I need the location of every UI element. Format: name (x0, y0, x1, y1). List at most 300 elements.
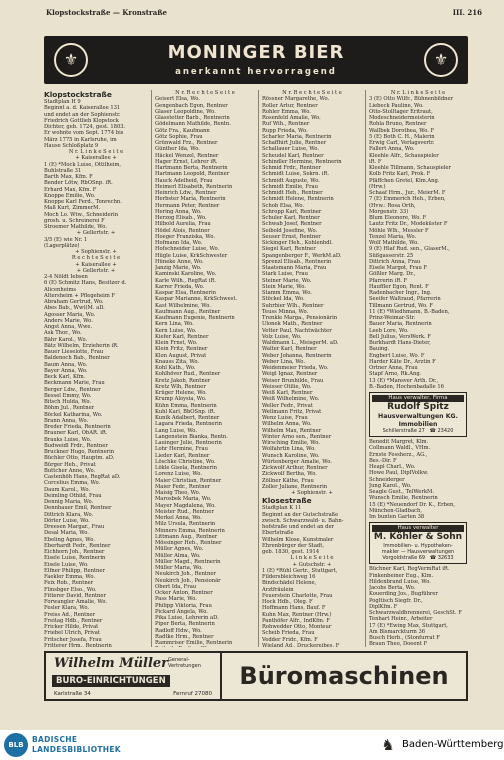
directory-entry: Büchler Otto, Hauptm. aD. (44, 455, 115, 462)
ad-general-agencies: General- Vertretungen (168, 657, 201, 669)
directory-entry: Gößler Marg. Dr., (369, 271, 416, 278)
directory-entry: Kaminski Karoline, Wo. (155, 271, 217, 278)
directory-entry: Fesler Klara, Wo. (44, 605, 90, 612)
directory-entry: Panthöfer Alfr., IndKfm. F (262, 617, 330, 624)
directory-entry: Eberhardt Fedr., Rentner (44, 542, 111, 549)
directory-entry: Eichhorn Joh., Rentner (44, 549, 105, 555)
section-label: + Gutschstr. + (292, 561, 332, 568)
koehler-sohn-ad (369, 522, 467, 564)
directory-entry: Ruf Wih., Rentner (262, 121, 310, 128)
directory-entry: Friedrich Gottlieb Klopstock (44, 117, 119, 124)
state-name[interactable]: Baden-Württemberg (402, 739, 504, 750)
directory-entry: Braun Theo, Doeent F (369, 641, 428, 647)
directory-entry: Ebertstraße (262, 530, 294, 537)
directory-entry: Müller Agnes, Wo. (155, 546, 204, 553)
directory-entry: Hager Ernst, Lehrer iR. (155, 158, 218, 165)
directory-entry: Faekler Emma, Wo. (44, 574, 96, 580)
directory-entry: Wolfahrtin Lina, Wo. (262, 446, 316, 453)
directory-entry: Hügle Luise, KrkSchwester (155, 252, 228, 259)
blb-logo-icon[interactable]: BLB (4, 733, 28, 757)
directory-entry (155, 646, 255, 647)
directory-entry: Seuser Ernst, Rentner (262, 233, 321, 240)
directory-entry: Kleehle Alfr., Schauspieler (369, 152, 439, 159)
directory-entry: Abes Bab., Wwt(M. aD. (44, 305, 105, 312)
directory-entry: Schmidt Emilie, Frau (262, 183, 318, 190)
section-label: N r. L i n k e S e i t e (390, 90, 446, 96)
directory-entry: Steiner Marie, Wo. (262, 277, 312, 284)
directory-entry: zwisch. Schwarzwald- u. Bahn- (262, 517, 344, 524)
directory-entry: Hofschneider Luise, Wo. (155, 246, 220, 253)
directory-entry: Siegel Karl, Rentner (262, 246, 316, 253)
directory-entry: Barth Max, Kfm. F (44, 174, 93, 180)
directory-entry: Busch Herb., (Stonfurrat F (369, 635, 440, 641)
directory-entry: Ocker Anton, Rentner (155, 590, 213, 596)
directory-entry: Bessel Emmy, Wo. (44, 392, 92, 399)
directory-entry: Schallauer Luise, Wo. (262, 146, 319, 153)
section-label: + Kaiserallee + (75, 155, 117, 162)
directory-entry: (Lagerplätze) (44, 242, 80, 249)
directory-entry: Bauer Maria, Rentnerin (369, 321, 432, 328)
directory-entry: Gödelmann Mathilde, Rentn. (155, 121, 231, 128)
directory-entry: Morgenstr. 33) (369, 208, 409, 215)
directory-entry: Bauing. (369, 346, 390, 353)
directory-entry: Piper Berta, Rentnerin (155, 621, 215, 628)
directory-entry: Bender Lötw, RbOSnp. iR. (44, 180, 113, 187)
directory-entry: Müller Alma, Wo. (155, 552, 201, 559)
directory-entry: Rammriser Emilie, Rentnerin (155, 640, 233, 646)
directory-entry: Kretz Wlh, Rentner (155, 383, 206, 390)
directory-entry: Schmidt Heh., Rentner (262, 190, 323, 196)
directory-entry: Marosbek Maria, Wo. (155, 496, 212, 503)
directory-entry: Lökle Gisela, Rentnerin (155, 465, 217, 471)
directory-entry: Wallbek Dorothea, Wo. F (369, 127, 435, 134)
section-label: N r. R e c h t e S e i t e (282, 90, 342, 96)
directory-entry: Tillmann Gertrud, Wo. F (369, 302, 433, 309)
directory-entry: Kohl Kath., Wo. (155, 365, 196, 371)
directory-entry: Winter Arno sen., Rentner (262, 433, 332, 440)
directory-entry: Glaser Leopoldine, Wo. (155, 108, 216, 115)
directory-entry: Schropp Karl, Rentner (262, 208, 322, 215)
directory-entry: Kleehle Tillmann, Schauspieler (369, 165, 451, 171)
section-label: + Sophienstr. + (75, 249, 117, 255)
directory-entry: Heimerl Elisabeth, Rentnerin (155, 183, 233, 190)
directory-entry: Prinz-Weimar-Str. (369, 315, 416, 321)
directory-entry: Feix Rob., Rentner (44, 580, 94, 587)
directory-entry: Weiser Brunhilde, Frau (262, 377, 324, 384)
directory-entry: Jung Karol., Wo. (369, 482, 412, 489)
directory-entry: Seibold Josefine, Wo. (262, 227, 318, 234)
directory-entry: hofstraße und endet an der (262, 524, 335, 530)
directory-entry: Heapl Charl., Wo. (369, 464, 416, 470)
directory-entry: und endet an der Sophienstr. (44, 111, 121, 118)
directory-entry: Agosser Maria, Wo. (44, 311, 96, 318)
section-label: + Sophienstr. + (291, 490, 333, 496)
directory-entry: iR. F (369, 158, 382, 165)
beer-logo-icon: ⚜ (424, 43, 458, 77)
column-3 (258, 90, 365, 647)
directory-entry: Kern Lina, Wo. (155, 321, 194, 328)
directory-entry: Götz Sophie, Frau (155, 133, 203, 140)
header-streets: Klopstockstraße — Kronstraße (46, 7, 168, 17)
directory-entry: Suhrbier Wlh., Rentner (262, 302, 324, 309)
directory-entry: Weber Johanna, Rentnerin (262, 352, 332, 359)
directory-entry: Harder Käte Dr., Ärztin F (369, 358, 436, 365)
directory-entry: Fricker Hilde, Privat (44, 624, 99, 630)
directory-entry: 7 (E) Emmerich Heh., Erben, (369, 196, 446, 203)
directory-entry: Schaaf Hrm., Jur., MeierM. F (369, 190, 446, 196)
directory-entry: Eisele Margot, Frau F (369, 265, 428, 271)
directory-entry: Brann Anna, Wo. (44, 417, 89, 424)
directory-entry: Kuhn Max, Rentner (Hrw.) (262, 611, 332, 618)
directory-entry: Hödel Alois, Rentner (155, 227, 210, 234)
directory-entry: Maier Fedr., Rentner (155, 483, 211, 490)
directory-entry: Karle Wilh., RegRat iR. (155, 277, 217, 284)
directory-entry: Lauinger Julie, Rentnerin (155, 440, 222, 446)
directory-entry: Maier Christian, Rentner (155, 477, 222, 484)
directory-entry: Pfäffchen Gretel, Klm.Ang. (369, 177, 440, 184)
directory-entry: Weidenmeier Frieda, Wo. (262, 365, 329, 371)
directory-entry: Rupp Frieda, Wo. (262, 127, 308, 134)
ad-line: Immobilien (398, 420, 438, 428)
directory-entry: München-Gladbach, (369, 507, 422, 514)
directory-entry: Am Bismarckturm 36 (369, 628, 426, 635)
directory-entry: Lang Luise, Wo. (155, 427, 197, 434)
directory-entry: Desal Maria, Wo. (44, 530, 89, 537)
directory-entry: Feuerstein Charlotte, Frau (262, 592, 333, 599)
coat-of-arms-icon: ♞ (381, 736, 395, 754)
ad-line: Hausverwaltungen KG. (378, 413, 458, 420)
directory-entry: Wolf Mathilde, Wo. (369, 240, 419, 246)
directory-entry: Böhm Jul., Rentner (44, 405, 95, 412)
directory-entry: Fritscher Josefa, Frau (44, 636, 102, 643)
directory-entry: Weller Fedr., Privat (262, 402, 313, 409)
directory-entry: Kaspar Elsa, Rentnerin (155, 290, 216, 296)
ad-brand: Wilhelm Müller (54, 656, 169, 671)
directory-entry: Jacobs Berta, Wo. (369, 585, 416, 591)
directory-entry: Kolb Fritz Karl, Prok. F (369, 171, 431, 178)
directory-entry: Rohla Bruno, Rentner (369, 121, 427, 128)
ad-slogan: anerkannt hervorragend (175, 67, 337, 77)
directory-entry: Lorenz Luise, Wo. (155, 471, 202, 478)
directory-entry: Neukirch Joh., Rentner (155, 571, 216, 578)
directory-entry: Staatsmann Maria, Frau (262, 265, 327, 271)
directory-entry: Beginnt a. d. Kaiserallee 131 (44, 105, 121, 112)
directory-entry: Scheib Frieda, Frau (262, 630, 315, 637)
page-header (46, 6, 482, 18)
directory-entry: Fallert Anna, Wo. (369, 146, 415, 153)
section-label: L i n k e S e i t e (290, 555, 334, 562)
directory-entry: Wieland Ad., Druckereibes. F (262, 642, 340, 647)
directory-entry: Rössner Margarethe, Wo. (262, 96, 330, 103)
directory-entry: Deimling Othild, Frau (44, 492, 102, 499)
directory-entry: Fitterer David, Rentner (44, 592, 106, 599)
directory-entry: Buhlstraße 31 (44, 167, 82, 174)
column-4-mid (369, 439, 467, 520)
directory-entry: Castenhöh Hans, RegRat aD. (44, 474, 121, 480)
directory-entry: Kaspar Marianne, KrkSchwest. (155, 296, 238, 303)
directory-entry: Pickard Angela, Wo. (155, 608, 208, 615)
directory-entry: Bätz Wilhelm, Erzieherin iR. (44, 342, 119, 349)
directory-entry: Schob Elsa, Wo. (262, 202, 305, 209)
directory-entry: Roller Artur, Rentner (262, 102, 318, 109)
directory-entry: Pika Luise, Lehrerin aD. (155, 615, 219, 621)
directory-entry: Krump Aloysia, Wo. (155, 396, 207, 403)
directory-entry: Kern Luise, Wo. (155, 327, 197, 334)
directory-entry: Alicenheims (44, 286, 77, 293)
directory-entry: Ebeling Agnes, Wo. (44, 536, 95, 543)
directory-entry: Er wohnte vom Sept. 1774 bis (44, 130, 124, 137)
directory-entry: Liebeck Pauline, Wo. (369, 102, 424, 109)
directory-entry: Glasstetter Barb., Rentnerin (155, 115, 230, 121)
directory-entry: geb. 1830, gest. 1914 (262, 549, 320, 555)
directory-entry: Weigl Ignaz, Rentner (262, 371, 318, 378)
ad-brand: MONINGER BIER (167, 42, 345, 63)
directory-entry: Stark Luise, Frau (262, 271, 308, 278)
directory-entry: Bürger Heh., Privat (44, 461, 96, 468)
directory-entry: Lautz Fritz Dr., Modeküster F (369, 221, 448, 228)
directory-entry: Vedder Fridr., Kfm. F (262, 636, 318, 643)
directory-entry: Hause Schloßplatz 9 (44, 142, 99, 149)
directory-entry: Bauer Lieselotte, Frau (44, 349, 104, 355)
directory-entry: Zoller Juliane, Rentnerin (262, 483, 328, 490)
directory-entry: Knauss Zita, Wo. (155, 358, 200, 365)
directory-entry: Mössinger Heh., Rentner (155, 540, 222, 546)
directory-entry: Kaufmann Eugenie, Rentnerin (155, 315, 235, 321)
ad-address: Vorgoldstraße 69 (382, 555, 426, 562)
directory-entry: Müller Magd., Rentnerin (155, 558, 221, 565)
library-footer (0, 730, 504, 760)
directory-entry: Collmann Waldl., VHm. (369, 445, 431, 452)
directory-entry: Sickinger Heh., Kohlenhdl. (262, 240, 333, 246)
directory-entry: Stadtplan H 9 (44, 99, 81, 105)
directory-entry: Ask Thor., Wo. (44, 330, 82, 337)
directory-entry: Tenhart Heinr., Arbeiter (369, 616, 433, 623)
directory-entry: Gengenbach Egon, Rentner (155, 102, 228, 109)
directory-entry: Hering Anna, Wo. (155, 208, 202, 215)
ad-name: M. Köhler & Sohn (373, 532, 463, 543)
ad-address: Schillerstraße 27 (382, 428, 425, 434)
directory-entry: Maß Kurt, ZimmerM. (44, 205, 101, 212)
directory-entry: Philipp Viktoria, Frau (155, 602, 212, 609)
directory-entry: Günther Ida, Wo. (155, 146, 200, 153)
wilhelm-mueller-ad (44, 651, 468, 701)
directory-entry: (Hrw.) (369, 183, 386, 190)
directory-entry: Herbster Maria, Rentnerin (155, 196, 226, 203)
directory-entry: DiplKfm. F (369, 603, 398, 610)
directory-entry: Bindschädel Helene, (262, 580, 317, 587)
directory-entry: Bitsch Hulda, Wo. (44, 399, 92, 405)
directory-entry: Hartmann Berta, Rentnerin (155, 165, 228, 171)
directory-entry: Lohr Hermine, Frau (155, 446, 208, 453)
directory-entry: Mayer Magdalena, Wo. (155, 502, 216, 509)
directory-entry: Langenstein Bianka, Rentn. (155, 433, 228, 440)
section-label: + Gellertstr. + (76, 267, 116, 274)
directory-entry: Bruckner Hugo, Rentnerin (44, 449, 115, 455)
directory-entry: B.-Baden, Hochenbadalle 16 (369, 383, 444, 390)
directory-entry: Heinrich Ldw., Rentner (155, 190, 217, 196)
directory-entry: Brauks Luise, Wo. (44, 436, 92, 443)
directory-entry: Freitag Hdb., Rentner (44, 617, 103, 624)
directory-entry: 5 (E) Both C. H., Malerin (369, 133, 435, 140)
directory-entry: Hoeger Franziska, Wo. (155, 233, 215, 240)
ad-product: Büromaschinen (239, 662, 449, 690)
directory-entry: Benedit Margret, Klm. (369, 439, 429, 445)
library-name[interactable]: BADISCHE LANDESBIBLIOTHEK (32, 735, 121, 754)
directory-entry: Minners Emma, Rentnerin (155, 527, 225, 534)
header-page-number: III. 216 (452, 7, 482, 17)
directory-entry: Vetter Paul, Nachtwächter (262, 327, 332, 334)
section-label: + Gellertstr. + (76, 230, 116, 237)
street-heading: Klosestraße (262, 496, 312, 506)
directory-entry: Meister Rud., Rentner (155, 508, 214, 515)
ad-line: Immobilien- u. Hypotheken- (383, 543, 453, 550)
ad-address: Karlstraße 34 (54, 691, 91, 697)
directory-entry: Hauffler Egon, Rent. F (369, 283, 429, 290)
directory-entry: Berger Ldw., Rentner (44, 386, 101, 393)
directory-entry: Häckel Wenzel, Rentner (155, 152, 219, 159)
directory-entry: Moch Lo. Wtw., Schneiderin (44, 211, 119, 218)
directory-entry: Breder Frieda, Rentnerin (44, 424, 111, 430)
directory-entry: Böckel Katharina, Wo. (44, 411, 103, 418)
directory-entry: Schindler Hermine, Rentnerin (262, 158, 342, 165)
directory-entry: Klein Fritz, Rentner (155, 346, 208, 353)
directory-entry: Angst Anna, Wwe. (44, 324, 93, 330)
directory-entry: Eisele Luise, Rentnerin (44, 555, 106, 562)
ad-heading: Haus verwalter, Firma (372, 395, 464, 402)
street-heading: Klopstockstraße (44, 90, 112, 99)
directory-entry: Hoffmann Hans, Bauf. F (262, 605, 326, 612)
directory-entry: Stroemer Mathilde, Wo. (44, 224, 107, 230)
directory-entry: Beck Karl, Kfm. (44, 374, 86, 380)
directory-entry: Kaufmann Aug., Rentner (155, 308, 221, 315)
directory-entry: Krüger Helene, Wo. (155, 390, 207, 396)
directory-entry: Maisig Theo, Wo. (155, 490, 201, 496)
directory-entry: Zöllner Käthe, Frau (262, 477, 314, 484)
directory-entry: März 1775 in Karlsruhe, im (44, 136, 117, 143)
directory-entry: Kohlhöver Rud., Rentner (155, 371, 221, 378)
directory-entry: Wunsch Karoline, Wo. (262, 452, 320, 459)
directory-entry: Im bunten Garten 38 (369, 514, 425, 520)
directory-entry: Grünwald Frz., Rentner (155, 140, 218, 146)
directory-entry: Ehrenbürger der Stadt, (262, 542, 324, 549)
ad-heading: Haus verwalter (372, 525, 464, 532)
directory-entry: Dennig Maria, Wo. (44, 499, 94, 505)
directory-entry: Bähr Karol., Wo. (44, 336, 88, 343)
directory-entry: Seeifer Waltraud, Pfarrerin (369, 296, 441, 303)
directory-entry: Bayer Anna, Wo. (44, 367, 88, 374)
directory-entry: 3/5 (E) wie Nr. 1 (44, 236, 88, 243)
directory-entry: Littmann Aug., Rentner (155, 533, 218, 540)
ad-phone: ☎ 23420 (429, 428, 454, 434)
directory-entry: Radenbacher Ingr., Ing. (369, 290, 432, 296)
directory-entry: Wirsching Emilie, Wo. (262, 440, 320, 446)
directory-entry: Seagle Gust., TelWerkM. (369, 489, 434, 495)
directory-entry: Lagara Frieda, Rentnerin (155, 421, 222, 428)
directory-entry: Weisser Otilie, Wo. (262, 383, 312, 390)
directory-entry: Altersheim + Pflegeheim F (44, 292, 115, 299)
directory-entry: Stapf Arno, Rk.Ang. (369, 371, 422, 378)
directory-entry: Dittrich Klara, Wo. (44, 511, 94, 518)
directory-entry: Beckmann Marie, Frau (44, 380, 105, 387)
directory-entry: Rosenfeld Amalie, Wo. (262, 115, 321, 121)
directory-entry: Knoppe Karl Ferd., Tonrechn. (44, 199, 122, 205)
column-2 (151, 90, 258, 647)
directory-entry: Weiß Wilhelmine, Wo. (262, 396, 320, 403)
directory-entry: Forwangler Amalie, Wo. (44, 599, 108, 605)
directory-entry: Ortner Anna, Frau (369, 365, 418, 371)
directory-entry: Kuhl Karl, BbOSnp. iR. (155, 408, 216, 415)
beer-logo-icon: ⚜ (54, 43, 88, 77)
directory-entry: Neukirch Joh., Pensionär (155, 577, 221, 584)
directory-entry: Rohwedder Otto, Monteur (262, 624, 332, 630)
directory-entry: Wilhelm Klose, Kunstmaler (262, 536, 334, 543)
directory-entry: Hartmann Leopold, Rentner (155, 171, 230, 178)
directory-entry: Finkenbeiner Eug., Klm. (369, 572, 434, 579)
directory-entry: 3 (E) Otto Wilfr., Bühnenbildner (369, 96, 454, 103)
directory-entry: Möhle Wlh., Messler F (369, 227, 429, 234)
directory-entry: Hermann Peter, Rentner (155, 202, 220, 209)
directory-entry: (Hvw.: Rosa Orth, (369, 202, 416, 209)
directory-entry: Wilhelm Max, Rentner (262, 427, 322, 434)
directory-entry: Daum Karol., Wo. (44, 486, 90, 493)
directory-entry: Fritterer Hrm., Rentnerin (44, 642, 112, 647)
directory-entry: Abraham Gertrud, Wo. (44, 299, 104, 305)
directory-entry: Schmid Frdr., Rentner (262, 165, 321, 171)
directory-entry: Löschke Christine, Wo. (155, 458, 216, 465)
directory-entry: Scheudel Karl, Rentner (262, 152, 324, 159)
directory-entry: Wunsch Emilie, Rentnerin (369, 495, 438, 502)
column-4-bottom (369, 566, 467, 647)
directory-entry: Milz Ursula, Rentnerin (155, 521, 216, 528)
directory-entry: Blum Eleonore, Wo. F (369, 215, 427, 221)
directory-entry: Radtke Hrm., Rentner (155, 633, 214, 640)
directory-entry: Stöckel Ida, Wo. (262, 296, 305, 303)
directory-entry: Süßgasserstr. 25 (369, 252, 414, 259)
directory-entry: Erwig Carl, Verlagsvertr. (369, 140, 435, 146)
directory-entry: Weber Lina, Wo. (262, 358, 305, 365)
directory-entry: 11 (E) *Wiedhmann, B.-Baden, (369, 308, 450, 315)
directory-entry: Flinsbger Elso., Wo. (44, 586, 97, 593)
directory-entry: 9 (E) Hlaf Rud. sen., GlaserM., (369, 246, 450, 253)
directory-entry: Klein Frnst, Wo. (155, 340, 198, 346)
ad-phone: ☎ 32633 (429, 555, 454, 562)
directory-entry: Friebel Ulrich, Privat (44, 630, 100, 637)
directory-entry: Schneiderger (369, 476, 405, 483)
directory-entry: 15 (E) *Neuendorf Dr. K., Erben, (369, 501, 456, 508)
directory-entry: Wellmann Fritz, Privat (262, 408, 322, 415)
directory-entry: Spangenberger F., WerkM.aD. (262, 252, 342, 259)
moninger-bier-ad (44, 36, 468, 84)
directory-entry: Fildersbleichweg 16 (262, 574, 316, 580)
directory-entry: Buttcher Anne, Wo. (44, 467, 96, 474)
directory-entry: Budweidl Frdr., Rentner (44, 442, 108, 449)
directory-entry: Waldmann L., MeisgerM. aD. (262, 340, 339, 346)
directory-entry: Scharler Maria, Rentnerin (262, 133, 332, 140)
directory-entry: Schuler Karl, Rentner (262, 215, 320, 221)
rudolf-spitz-ad (369, 392, 467, 437)
directory-entry: Dichter, geb. 1724, gest. 1803. (44, 124, 126, 130)
directory-entry: Kühn Emma, Rentnerin (155, 402, 217, 409)
directory-entry: Knoppe Emilie, Wo. (44, 192, 96, 199)
directory-entry: Schmidt Helene, Rentnerin (262, 196, 334, 203)
directory-entry: Hauck Adelheid, Frau (155, 177, 213, 184)
directory-entry: Dreesen Margar., Frau (44, 524, 105, 530)
directory-entry: Götz Fra., Kaufmann (155, 127, 210, 134)
directory-entry: Wenz Luise, Frau (262, 415, 308, 421)
column-4-top (369, 90, 467, 390)
directory-entry: Elfner Philipp, Rentner (44, 567, 105, 574)
directory-entry: Beginnt an der Gutschstraße (262, 511, 339, 518)
